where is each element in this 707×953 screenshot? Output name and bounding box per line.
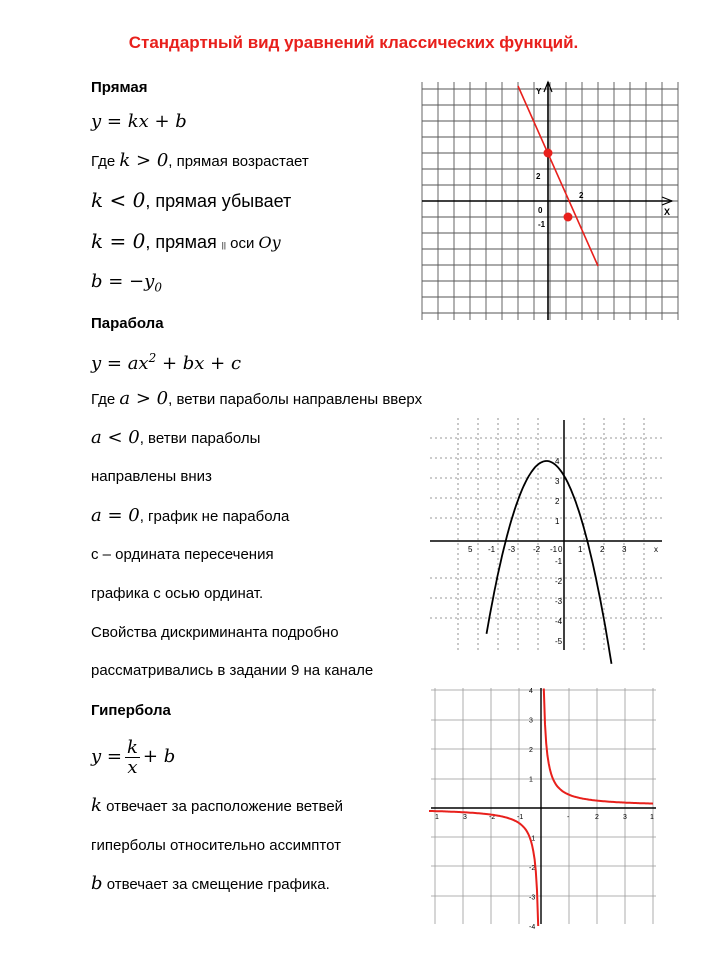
hyperbola-k-text: k отвечает за расположение ветвей bbox=[91, 795, 344, 816]
parabola-graph-grid bbox=[430, 418, 662, 650]
parabola-y-tick: 3 bbox=[555, 477, 560, 486]
parabola-y-tick: 4 bbox=[555, 457, 560, 466]
hyperbola-x-tick: -1 bbox=[517, 814, 524, 821]
hyperbola-b-text: b отвечает за смещение графика. bbox=[91, 873, 330, 894]
page-title: Стандартный вид уравнений классических функций. bbox=[128, 33, 579, 52]
parabola-y-tick: 1 bbox=[555, 517, 560, 526]
parabola-y-tick: -2 bbox=[555, 577, 563, 586]
parabola-curve bbox=[487, 461, 612, 664]
parabola-y-tick: -5 bbox=[555, 637, 563, 646]
line-decreasing-text: k < 0, прямая убывает bbox=[91, 188, 292, 212]
parabola-c-text-2: графика с осью ординат. bbox=[91, 585, 264, 602]
parabola-heading: Парабола bbox=[91, 315, 164, 332]
parabola-x-tick: 1 bbox=[578, 545, 583, 554]
parabola-graph bbox=[430, 418, 665, 663]
parabola-x-tick: x bbox=[654, 545, 658, 554]
line-b-text: $b = -y_0$ bbox=[91, 271, 162, 295]
parabola-equation: $y = ax^2$ + bx + c bbox=[91, 351, 242, 374]
parabola-x-tick: -3 bbox=[508, 545, 516, 554]
hyperbola-y-tick: -4 bbox=[529, 924, 536, 931]
hyperbola-graph-grid bbox=[431, 688, 656, 924]
hyperbola-y-tick: -2 bbox=[529, 865, 536, 872]
parabola-x-tick: 3 bbox=[622, 545, 627, 554]
y-axis-label: Y bbox=[536, 87, 542, 96]
line-zero-text: k = 0, прямая || оси Oy bbox=[91, 229, 281, 253]
line-heading: Прямая bbox=[91, 79, 148, 96]
parabola-disc-text-1: Свойства дискриминанта подробно bbox=[91, 624, 339, 641]
parabola-x-tick: -2 bbox=[533, 545, 541, 554]
hyperbola-heading: Гипербола bbox=[91, 702, 171, 719]
tick-y-2: 2 bbox=[536, 172, 541, 181]
parabola-up-text: Где a > 0, ветви параболы направлены вверх bbox=[91, 388, 423, 409]
parabola-x-tick: 0 bbox=[558, 545, 563, 554]
hyperbola-x-tick: 2 bbox=[595, 814, 599, 821]
parabola-disc-text-2: рассматривались в задании 9 на канале bbox=[91, 662, 374, 679]
tick-x-2: 2 bbox=[579, 191, 584, 200]
hyperbola-right-branch bbox=[544, 689, 653, 804]
parabola-y-tick: -1 bbox=[555, 557, 563, 566]
hyperbola-y-tick: 3 bbox=[529, 717, 533, 725]
line-graph-series bbox=[518, 86, 598, 266]
parabola-down-text-2: направлены вниз bbox=[91, 468, 212, 485]
hyperbola-x-tick: 3 bbox=[463, 814, 467, 821]
parabola-x-tick: 2 bbox=[600, 545, 605, 554]
tick-neg-1: -1 bbox=[538, 220, 546, 229]
parabola-x-tick: -1 bbox=[488, 545, 496, 554]
hyperbola-left-branch bbox=[429, 811, 538, 926]
hyperbola-y-tick: 1 bbox=[529, 776, 533, 784]
line-equation: y = kx + b bbox=[91, 111, 187, 132]
line-graph-point bbox=[544, 149, 553, 158]
line-graph-point bbox=[564, 213, 573, 222]
parabola-y-tick: -4 bbox=[555, 617, 563, 626]
x-axis-label: X bbox=[664, 207, 671, 217]
hyperbola-y-tick: 4 bbox=[529, 688, 533, 695]
hyperbola-graph bbox=[431, 688, 656, 931]
parabola-c-text-1: с – ордината пересечения bbox=[91, 546, 274, 563]
hyperbola-y-tick: -3 bbox=[529, 894, 536, 902]
parabola-y-tick: 2 bbox=[555, 497, 560, 506]
hyperbola-x-tick: 1 bbox=[650, 814, 654, 821]
hyperbola-y-tick: -1 bbox=[529, 835, 536, 843]
hyperbola-k-text-2: гиперболы относительно ассимптот bbox=[91, 837, 341, 854]
tick-origin: 0 bbox=[538, 206, 543, 215]
hyperbola-x-tick: -2 bbox=[489, 814, 496, 821]
hyperbola-equation: y = $\frac{k}{x}$ + b bbox=[91, 736, 176, 778]
hyperbola-x-tick: - bbox=[567, 814, 570, 821]
hyperbola-x-tick: 3 bbox=[623, 814, 627, 821]
parabola-x-tick: -1 bbox=[550, 545, 558, 554]
line-graph bbox=[422, 80, 680, 320]
parabola-zero-text: a = 0, график не парабола bbox=[91, 505, 290, 526]
parabola-x-tick: 5 bbox=[468, 545, 473, 554]
line-increasing-text: Где k > 0, прямая возрастает bbox=[91, 150, 309, 171]
hyperbola-y-tick: 2 bbox=[529, 747, 533, 754]
parabola-y-tick: -3 bbox=[555, 597, 563, 606]
hyperbola-x-tick: 1 bbox=[435, 814, 439, 821]
parabola-down-text: a < 0, ветви параболы bbox=[91, 427, 261, 448]
